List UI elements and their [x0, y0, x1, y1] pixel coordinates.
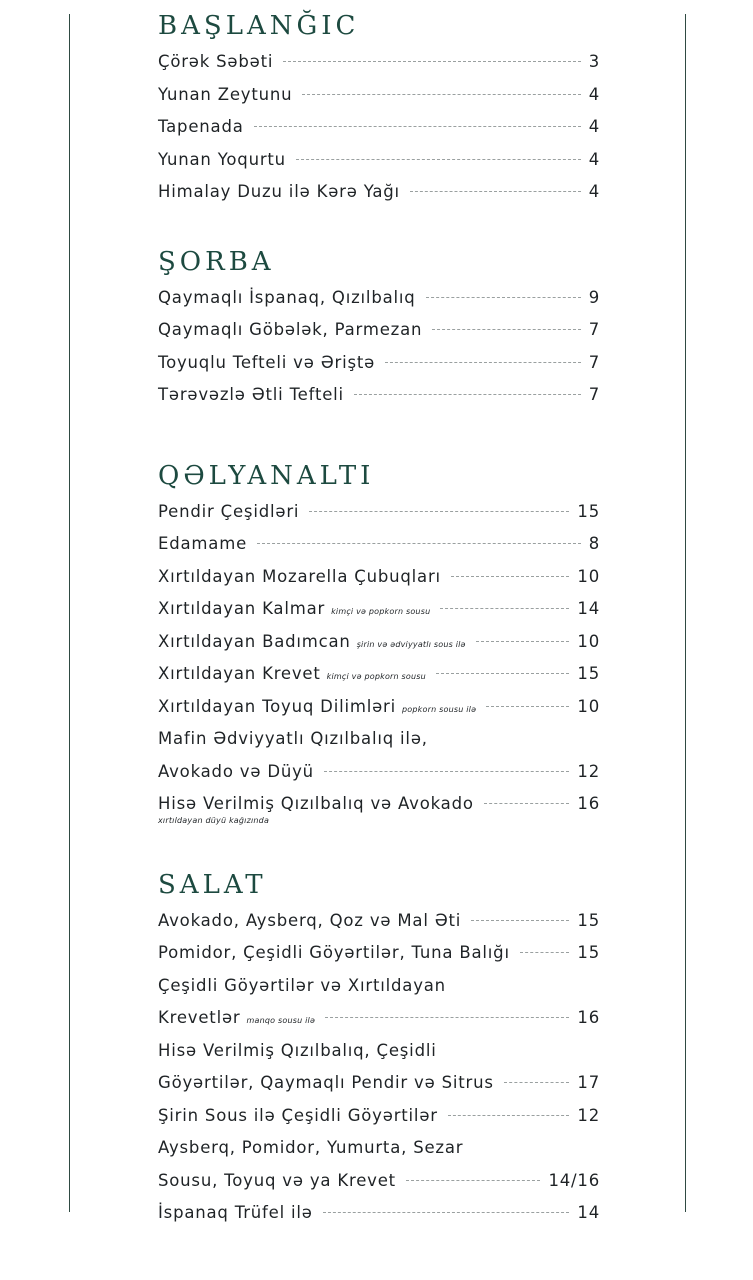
menu-item	[158, 561, 600, 594]
menu-section	[158, 867, 600, 1230]
menu-item	[158, 1197, 600, 1230]
menu-item-name: Xırtıldayan Kalmar	[158, 599, 326, 618]
menu-item-name: Xırtıldayan Badımcan	[158, 631, 351, 651]
menu-item-name: Hisə Verilmiş Qızılbalıq, Çeşidli	[158, 1040, 437, 1060]
menu-item-first-line	[158, 723, 600, 756]
dotted-leader	[451, 576, 569, 577]
menu-item-price: 4	[588, 149, 600, 169]
menu-item-name: Toyuqlu Tefteli və Əriştə	[158, 352, 376, 372]
right-border-line	[685, 14, 686, 1212]
menu-item-price: 3	[588, 52, 600, 71]
dotted-leader	[504, 1082, 570, 1083]
section-title: BAŞLANĞIC	[158, 11, 360, 41]
menu-item	[158, 347, 600, 380]
menu-item-name: Xırtıldayan Toyuq Dilimləri	[158, 696, 397, 716]
menu-item-subnote: xırtıldayan düyü kağızında	[158, 815, 270, 825]
dotted-leader	[309, 511, 569, 512]
menu-item-price: 14/16	[548, 1170, 600, 1190]
menu-item-name: Tapenada	[158, 117, 244, 136]
menu-item-name: Qaymaqlı İspanaq, Qızılbalıq	[158, 287, 416, 307]
menu-item-name: İspanaq Trüfel ilə	[158, 1203, 313, 1222]
menu-item	[158, 1100, 600, 1133]
menu-item	[158, 496, 600, 529]
menu-item-name: Yunan Zeytunu	[158, 84, 293, 104]
menu-item-price: 4	[588, 84, 600, 104]
menu-item-name: Yunan Yoqurtu	[158, 149, 286, 169]
menu-item-name: Pomidor, Çeşidli Göyərtilər, Tuna Balığı	[158, 943, 510, 962]
section-spacer	[158, 412, 600, 458]
section-title: SALAT	[158, 869, 267, 900]
menu-item-name: Çörək Səbəti	[158, 52, 274, 71]
menu-item-name: Hisə Verilmiş Qızılbalıq və Avokado	[158, 794, 474, 813]
dotted-leader	[476, 641, 570, 642]
menu-item-first-line	[158, 970, 600, 1003]
menu-item	[158, 937, 600, 970]
dotted-leader	[296, 159, 581, 160]
menu-section	[158, 8, 600, 209]
dotted-leader	[324, 771, 569, 772]
menu-item-name: Sousu, Toyuq və ya Krevet	[158, 1170, 396, 1190]
menu-item	[158, 1165, 600, 1198]
menu-item-price: 4	[588, 117, 600, 136]
menu-item-name: Qaymaqlı Göbələk, Parmezan	[158, 320, 423, 339]
menu-item-name: Avokado, Aysberq, Qoz və Mal Əti	[158, 910, 462, 930]
menu-item	[158, 314, 600, 347]
dotted-leader	[302, 94, 580, 95]
dotted-leader	[354, 394, 581, 395]
menu-item-price: 15	[577, 501, 600, 521]
menu-item-name: Mafin Ədviyyatlı Qızılbalıq ilə,	[158, 729, 428, 748]
menu-item-name: Göyərtilər, Qaymaqlı Pendir və Sitrus	[158, 1073, 494, 1092]
section-title: ŞORBA	[158, 246, 275, 277]
menu-item-first-line	[158, 1132, 600, 1165]
menu-page	[158, 8, 600, 1230]
menu-item-name: Aysberq, Pomidor, Yumurta, Sezar	[158, 1138, 464, 1157]
dotted-leader	[257, 543, 581, 544]
menu-item-price: 15	[577, 943, 600, 962]
menu-item-price: 10	[577, 631, 600, 651]
section-spacer	[158, 827, 600, 867]
menu-item-name: Tərəvəzlə Ətli Tefteli	[158, 385, 344, 404]
dotted-leader	[283, 61, 580, 62]
menu-item-note: kimçi və popkorn sousu	[326, 672, 426, 681]
menu-item-price: 7	[588, 352, 600, 372]
menu-item-price: 15	[577, 664, 600, 683]
dotted-leader	[410, 191, 581, 192]
menu-item-price: 10	[577, 566, 600, 586]
menu-item	[158, 176, 600, 209]
menu-item-note: manqo sousu ilə	[246, 1016, 316, 1025]
menu-item-price: 4	[588, 182, 600, 201]
menu-item	[158, 626, 600, 659]
menu-item	[158, 593, 600, 626]
menu-item-note: popkorn sousu ilə	[402, 704, 477, 714]
menu-item-name: Çeşidli Göyərtilər və Xırtıldayan	[158, 975, 446, 995]
menu-item	[158, 528, 600, 561]
menu-item-note: kimçi və popkorn sousu	[331, 607, 431, 616]
menu-item-name: Krevetlər	[158, 1008, 241, 1027]
menu-item-price: 9	[588, 287, 600, 307]
menu-item	[158, 658, 600, 691]
menu-item-price: 17	[577, 1073, 600, 1092]
dotted-leader	[436, 673, 569, 674]
dotted-leader	[426, 297, 581, 298]
dotted-leader	[325, 1017, 569, 1018]
dotted-leader	[254, 126, 581, 127]
menu-item	[158, 379, 600, 412]
menu-item-price: 16	[577, 794, 600, 813]
menu-item-price: 14	[577, 599, 600, 618]
dotted-leader	[406, 1180, 540, 1181]
menu-item	[158, 691, 600, 724]
menu-item-price: 8	[588, 534, 600, 553]
menu-item-price: 15	[577, 910, 600, 930]
menu-item	[158, 144, 600, 177]
menu-item	[158, 756, 600, 789]
menu-item-price: 12	[577, 1105, 600, 1125]
menu-item	[158, 1002, 600, 1035]
menu-item-price: 10	[577, 696, 600, 716]
menu-item-name: Şirin Sous ilə Çeşidli Göyərtilər	[158, 1105, 438, 1125]
dotted-leader	[520, 952, 570, 953]
menu-item	[158, 111, 600, 144]
menu-item	[158, 79, 600, 112]
menu-item-first-line	[158, 1035, 600, 1068]
dotted-leader	[323, 1212, 570, 1213]
menu-item-name: Pendir Çeşidləri	[158, 501, 300, 521]
section-spacer	[158, 209, 600, 244]
left-border-line	[69, 14, 70, 1212]
menu-item-price: 12	[577, 761, 600, 781]
menu-item-price: 7	[588, 385, 600, 404]
menu-item-name: Xırtıldayan Krevet	[158, 664, 321, 683]
menu-item-name: Himalay Duzu ilə Kərə Yağı	[158, 182, 400, 201]
menu-section	[158, 458, 600, 827]
menu-item	[158, 1067, 600, 1100]
dotted-leader	[440, 608, 569, 609]
menu-item	[158, 282, 600, 315]
menu-item-name: Edamame	[158, 534, 248, 553]
dotted-leader	[486, 706, 569, 707]
dotted-leader	[448, 1115, 570, 1116]
section-title: QƏLYANALTI	[158, 460, 375, 491]
menu-item-note: şirin və ədviyyatlı sous ilə	[356, 639, 466, 649]
dotted-leader	[484, 803, 570, 804]
menu-item-price: 14	[577, 1203, 600, 1222]
menu-section	[158, 244, 600, 412]
menu-item	[158, 905, 600, 938]
menu-item-price: 16	[577, 1008, 600, 1027]
dotted-leader	[471, 920, 569, 921]
menu-item-name: Xırtıldayan Mozarella Çubuqları	[158, 566, 441, 586]
menu-item-name: Avokado və Düyü	[158, 761, 314, 781]
dotted-leader	[432, 329, 580, 330]
dotted-leader	[385, 362, 581, 363]
menu-item-price: 7	[588, 320, 600, 339]
menu-item	[158, 46, 600, 79]
